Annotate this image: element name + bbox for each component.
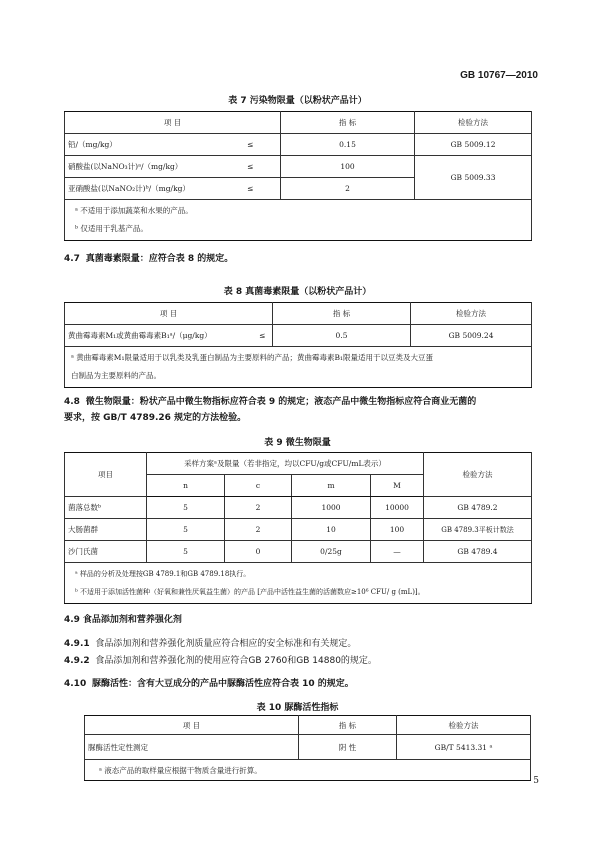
table-row xyxy=(65,156,532,178)
clause-4-10 xyxy=(64,676,354,692)
table7-row1-method: GB 5009.12 xyxy=(415,134,532,156)
table9-head-item: 项目 xyxy=(65,453,147,497)
table9-row2-m: 10 xyxy=(292,519,371,541)
table9-row1-c: 2 xyxy=(225,497,292,519)
table7-row2-value: 100 xyxy=(281,156,415,178)
clause-number: 4.10 xyxy=(64,679,87,689)
table10 xyxy=(84,715,531,781)
table9-head-M: M xyxy=(371,475,424,497)
clause-text-line2: 要求，按 GB/T 4789.26 规定的方法检验。 xyxy=(64,413,247,423)
table9-head-n: n xyxy=(147,475,225,497)
table10-notes xyxy=(85,760,531,781)
clause-number: 4.9.2 xyxy=(64,656,90,666)
table7-notes xyxy=(65,200,532,241)
clause-4-9-1 xyxy=(64,636,356,652)
table9-row2-item: 大肠菌群 xyxy=(65,519,147,541)
table7-note-a: ᵃ 不适用于添加蔬菜和水果的产品。 xyxy=(75,206,193,215)
table10-header-row xyxy=(85,716,531,735)
table9-row2-n: 5 xyxy=(147,519,225,541)
table-row xyxy=(65,497,532,519)
table7 xyxy=(64,111,532,241)
standard-number: GB 10767—2010 xyxy=(460,70,538,81)
table7-row1-value: 0.15 xyxy=(281,134,415,156)
clause-4-7 xyxy=(64,251,233,267)
table9-row2-method: GB 4789.3平板计数法 xyxy=(424,519,532,541)
table-row xyxy=(65,541,532,563)
table9-row1-m: 1000 xyxy=(292,497,371,519)
clause-4-9-2 xyxy=(64,653,377,669)
clause-number: 4.8 xyxy=(64,397,80,407)
table7-header-row xyxy=(65,112,532,134)
table9-head-m: m xyxy=(292,475,371,497)
table9-note-a: ᵃ 样品的分析及处理按GB 4789.1和GB 4789.18执行。 xyxy=(75,570,251,578)
table8-caption: 表 8 真菌毒素限量（以粉状产品计） xyxy=(223,287,372,297)
table7-row1-item: 铅/（mg/kg） xyxy=(65,134,221,156)
table7-row3-value: 2 xyxy=(281,178,415,200)
table8 xyxy=(64,302,532,388)
table8-row-op: ≤ xyxy=(253,325,273,347)
table9-head-c: c xyxy=(225,475,292,497)
clause-number: 4.7 xyxy=(64,254,80,264)
table-row xyxy=(65,325,532,347)
table9-row3-n: 5 xyxy=(147,541,225,563)
table8-note-line2: 白制品为主要原料的产品。 xyxy=(71,371,161,380)
table10-row-method: GB/T 5413.31 ᵃ xyxy=(397,735,531,760)
table9-note-b: ᵇ 不适用于添加活性菌种（好氧和兼性厌氧益生菌）的产品 [产品中活性益生菌的活菌数应≥10⁶ CFU/ g (mL)]。 xyxy=(75,588,425,596)
table8-row-method: GB 5009.24 xyxy=(411,325,532,347)
table8-header-row xyxy=(65,303,532,325)
clause-text: 食品添加剂和营养强化剂质量应符合相应的安全标准和有关规定。 xyxy=(95,639,357,649)
table7-head-method: 检验方法 xyxy=(415,112,532,134)
table10-head-indicator: 指 标 xyxy=(299,716,397,735)
table7-row2-method: GB 5009.33 xyxy=(415,156,532,200)
table9-row3-c: 0 xyxy=(225,541,292,563)
table8-note-line1: ᵃ 黄曲霉毒素M₁限量适用于以乳类及乳蛋白制品为主要原料的产品；黄曲霉毒素B₁限量适用于以豆类及大豆蛋 xyxy=(71,353,433,362)
table9-row1-n: 5 xyxy=(147,497,225,519)
table8-notes xyxy=(65,347,532,388)
table9-head-method: 检验方法 xyxy=(424,453,532,497)
clause-text: 食品添加剂和营养强化剂 xyxy=(82,615,182,625)
table10-head-method: 检验方法 xyxy=(397,716,531,735)
table-row xyxy=(85,735,531,760)
table9-row3-item: 沙门氏菌 xyxy=(65,541,147,563)
table9-head-plan: 采样方案ᵃ及限量（若非指定，均以CFU/g或CFU/mL表示） xyxy=(147,453,424,475)
table8-head-method: 检验方法 xyxy=(411,303,532,325)
clause-number: 4.9.1 xyxy=(64,639,90,649)
table7-note-b: ᵇ 仅适用于乳基产品。 xyxy=(75,224,148,233)
table-row xyxy=(65,519,532,541)
clause-number: 4.9 xyxy=(64,615,80,625)
table10-head-item: 项 目 xyxy=(85,716,299,735)
table10-row-item: 脲酶活性定性测定 xyxy=(85,735,299,760)
table10-note-a: ᵃ 液态产品的取样量应根据干物质含量进行折算。 xyxy=(99,765,262,775)
clause-text: 食品添加剂和营养强化剂的使用应符合GB 2760和GB 14880的规定。 xyxy=(95,656,377,666)
table7-row3-op: ≤ xyxy=(221,178,281,200)
table9-row3-method: GB 4789.4 xyxy=(424,541,532,563)
table7-head-indicator: 指 标 xyxy=(281,112,415,134)
table8-head-indicator: 指 标 xyxy=(273,303,411,325)
table9-row2-c: 2 xyxy=(225,519,292,541)
clause-4-9 xyxy=(64,612,182,628)
table10-caption: 表 10 脲酶活性指标 xyxy=(256,703,339,713)
table9-row3-m: 0/25g xyxy=(292,541,371,563)
table9-row3-M: — xyxy=(371,541,424,563)
table10-row-value: 阴 性 xyxy=(299,735,397,760)
table9-row1-item: 菌落总数ᵇ xyxy=(65,497,147,519)
table-row xyxy=(65,134,532,156)
table9-row1-method: GB 4789.2 xyxy=(424,497,532,519)
clause-text: 脲酶活性：含有大豆成分的产品中脲酶活性应符合表 10 的规定。 xyxy=(91,679,354,689)
table8-row-item: 黄曲霉毒素M₁或黄曲霉毒素B₁ᵃ/（μg/kg） xyxy=(65,325,253,347)
table7-row1-op: ≤ xyxy=(221,134,281,156)
table7-caption: 表 7 污染物限量（以粉状产品计） xyxy=(228,96,367,106)
table8-head-item: 项 目 xyxy=(65,303,273,325)
table7-row2-op: ≤ xyxy=(221,156,281,178)
clause-4-8 xyxy=(64,394,534,426)
clause-text-line1: 微生物限量：粉状产品中微生物指标应符合表 9 的规定；液态产品中微生物指标应符合商业无菌的 xyxy=(85,397,477,407)
page-number: 5 xyxy=(533,776,539,786)
table9-row2-M: 100 xyxy=(371,519,424,541)
table7-row3-item: 亚硝酸盐(以NaNO₂计)ᵇ/（mg/kg） xyxy=(65,178,221,200)
table7-row2-item: 硝酸盐(以NaNO₃计)ᵃ/（mg/kg） xyxy=(65,156,221,178)
table8-row-value: 0.5 xyxy=(273,325,411,347)
table9-caption: 表 9 微生物限量 xyxy=(264,438,331,448)
table9 xyxy=(64,452,532,604)
table7-head-item: 项 目 xyxy=(65,112,281,134)
table9-notes xyxy=(65,563,532,604)
clause-text: 真菌毒素限量：应符合表 8 的规定。 xyxy=(85,254,234,264)
table9-row1-M: 10000 xyxy=(371,497,424,519)
table9-header-row1 xyxy=(65,453,532,475)
